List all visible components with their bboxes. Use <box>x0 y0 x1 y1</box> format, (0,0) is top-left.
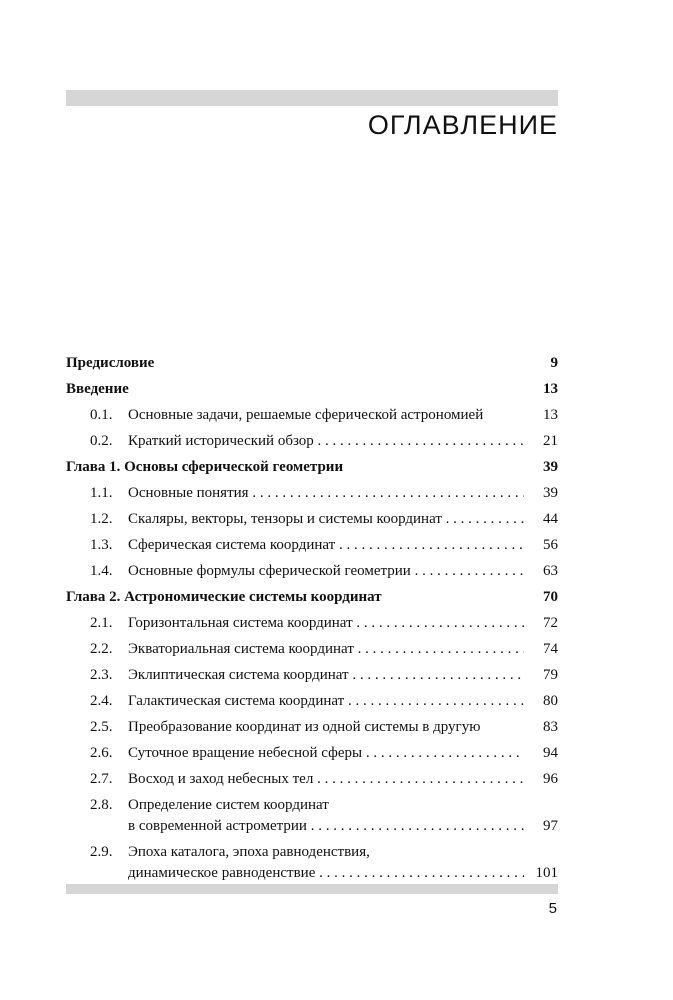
toc-label: Экваториальная система координат <box>128 641 354 657</box>
toc-entry-preface[interactable] <box>66 349 558 375</box>
dot-leader <box>314 433 524 449</box>
toc-label: Глава 1. Основы сферической геометрии <box>66 459 344 475</box>
toc-page: 63 <box>543 563 558 579</box>
toc-page: 39 <box>543 459 558 475</box>
toc-number: 2.5. <box>90 719 113 735</box>
toc-page: 96 <box>543 771 558 787</box>
toc-label: Скаляры, векторы, тензоры и системы координат <box>128 511 442 527</box>
toc-page: 21 <box>543 433 558 449</box>
toc-number: 2.9. <box>90 844 113 860</box>
toc-entry-0-2[interactable] <box>66 427 558 453</box>
toc-label: Предисловие <box>66 355 155 371</box>
toc-leader-line <box>128 771 524 788</box>
toc-number: 2.3. <box>90 667 113 683</box>
dot-leader <box>411 563 524 579</box>
toc-label: Определение систем координат <box>128 797 329 813</box>
dot-leader <box>315 865 524 881</box>
toc-label: Эпоха каталога, эпоха равноденствия, <box>128 844 370 860</box>
toc-entry-2-4[interactable] <box>66 687 558 713</box>
toc-number: 2.4. <box>90 693 113 709</box>
toc-page: 13 <box>543 381 558 397</box>
bottom-rule <box>66 884 558 894</box>
toc-entry-0-1[interactable] <box>66 401 558 427</box>
toc-label: Галактическая система координат <box>128 693 345 709</box>
toc-number: 0.1. <box>90 407 113 423</box>
toc-leader-line <box>128 667 524 684</box>
toc-page: 74 <box>543 641 558 657</box>
toc-number: 0.2. <box>90 433 113 449</box>
toc-label-continued: динамическое равноденствие <box>128 865 316 881</box>
toc-page: 79 <box>543 667 558 683</box>
toc-leader-line <box>128 537 524 554</box>
toc-entry-1-4[interactable] <box>66 557 558 583</box>
toc-page: 101 <box>535 865 558 881</box>
toc-number: 1.2. <box>90 511 113 527</box>
toc-entry-2-6[interactable] <box>66 739 558 765</box>
toc-page: 39 <box>543 485 558 501</box>
toc-leader-line <box>128 485 524 502</box>
toc-entry-1-1[interactable] <box>66 479 558 505</box>
dot-leader <box>349 667 524 683</box>
toc-leader-line <box>128 511 524 528</box>
page-number: 5 <box>548 900 557 917</box>
toc-page: 97 <box>543 818 558 834</box>
toc-entry-2-2[interactable] <box>66 635 558 661</box>
toc-number: 1.3. <box>90 537 113 553</box>
toc-page: 72 <box>543 615 558 631</box>
toc-entry-2-5[interactable] <box>66 713 558 739</box>
dot-leader <box>313 771 524 787</box>
toc-label: Основные понятия <box>128 485 249 501</box>
toc-entry-2-7[interactable] <box>66 765 558 791</box>
toc-label: Краткий исторический обзор <box>128 433 314 449</box>
toc-page: 44 <box>543 511 558 527</box>
table-of-contents <box>66 349 558 885</box>
toc-page: 56 <box>543 537 558 553</box>
toc-entry-chapter-2[interactable] <box>66 583 558 609</box>
toc-entry-chapter-1[interactable] <box>66 453 558 479</box>
toc-label: Введение <box>66 381 129 397</box>
toc-label-continued: в современной астрометрии <box>128 818 307 834</box>
toc-label: Основные задачи, решаемые сферической астрономией <box>128 407 484 423</box>
toc-page: 94 <box>543 745 558 761</box>
toc-page: 9 <box>550 355 558 371</box>
toc-entry-1-3[interactable] <box>66 531 558 557</box>
toc-leader-line <box>128 641 524 658</box>
toc-label: Восход и заход небесных тел <box>128 771 314 787</box>
toc-leader-line <box>128 433 524 450</box>
toc-leader-line <box>128 745 524 762</box>
toc-page: 80 <box>543 693 558 709</box>
toc-page: 13 <box>543 407 558 423</box>
toc-number: 2.2. <box>90 641 113 657</box>
toc-label: Эклиптическая система координат <box>128 667 349 683</box>
toc-label: Преобразование координат из одной системы в другую <box>128 719 481 735</box>
dot-leader <box>307 818 524 834</box>
toc-leader-line <box>128 615 524 632</box>
toc-page: 70 <box>543 589 558 605</box>
toc-number: 1.1. <box>90 485 113 501</box>
toc-label: Сферическая система координат <box>128 537 336 553</box>
toc-entry-2-1[interactable] <box>66 609 558 635</box>
toc-number: 2.1. <box>90 615 113 631</box>
toc-label: Глава 2. Астрономические системы координат <box>66 589 382 605</box>
dot-leader <box>362 745 524 761</box>
page-title: ОГЛАВЛЕНИЕ <box>367 110 558 140</box>
dot-leader <box>344 693 524 709</box>
toc-number: 2.8. <box>90 797 113 813</box>
dot-leader <box>249 485 524 501</box>
toc-label: Суточное вращение небесной сферы <box>128 745 363 761</box>
toc-number: 1.4. <box>90 563 113 579</box>
toc-number: 2.7. <box>90 771 113 787</box>
toc-leader-line <box>128 818 524 835</box>
toc-leader-line <box>128 563 524 580</box>
toc-leader-line <box>128 693 524 710</box>
toc-entry-2-3[interactable] <box>66 661 558 687</box>
toc-page: 83 <box>543 719 558 735</box>
dot-leader <box>354 641 524 657</box>
toc-leader-line <box>128 865 524 882</box>
toc-entry-intro[interactable] <box>66 375 558 401</box>
toc-label: Основные формулы сферической геометрии <box>128 563 411 579</box>
toc-label: Горизонтальная система координат <box>128 615 353 631</box>
toc-entry-2-9[interactable] <box>66 838 558 885</box>
toc-entry-2-8[interactable] <box>66 791 558 838</box>
toc-number: 2.6. <box>90 745 113 761</box>
dot-leader <box>335 537 524 553</box>
toc-entry-1-2[interactable] <box>66 505 558 531</box>
top-rule <box>66 90 558 106</box>
dot-leader <box>442 511 524 527</box>
dot-leader <box>353 615 524 631</box>
